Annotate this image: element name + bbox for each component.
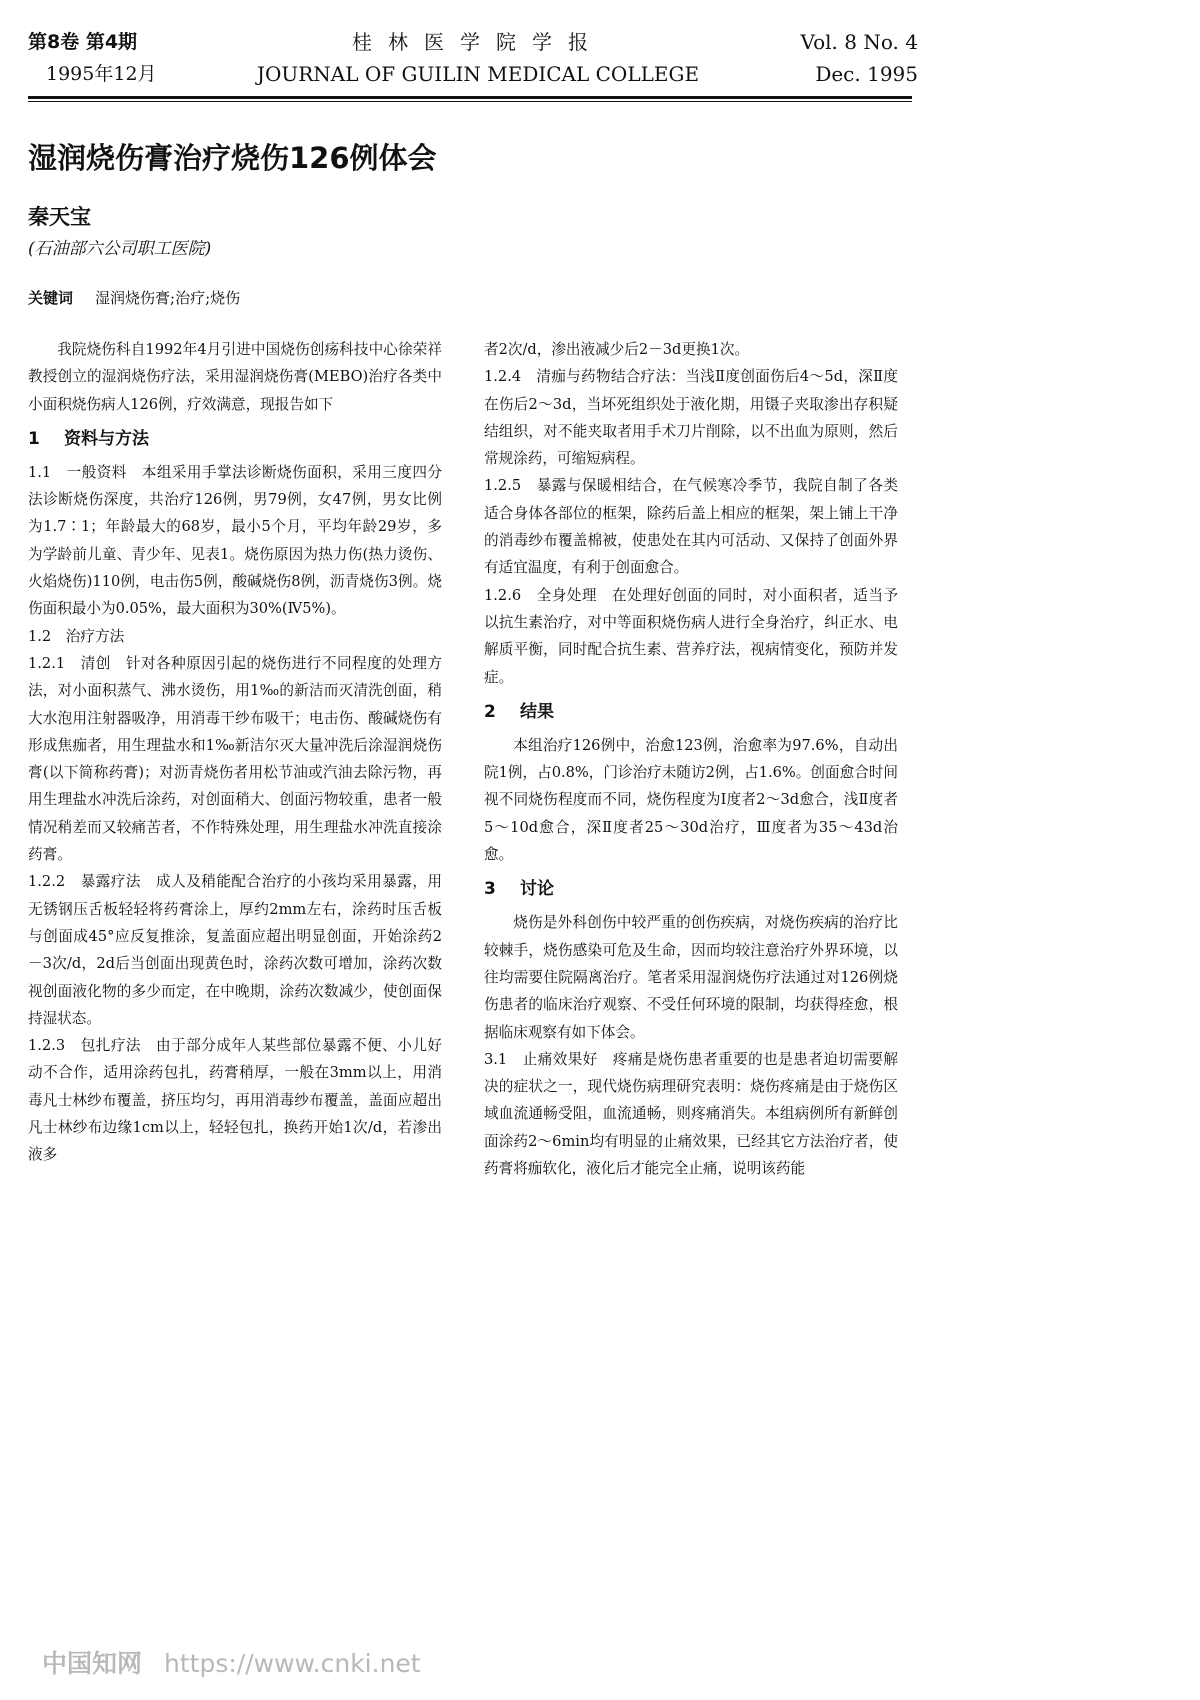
watermark-url: https://www.cnki.net bbox=[164, 1649, 421, 1678]
paragraph-1-2-2: 1.2.2 暴露疗法 成人及稍能配合治疗的小孩均采用暴露，用无锈钢压舌板轻轻将药膏涂上，厚约2mm左右，涂药时压舌板与创面成45°应反复推涂，复盖面应超出明显创面，开始涂药2－3次/d，2d后当创面出现黄色时，涂药次数可增加，涂药次数视创面液化物的多少而定，在中晚期，涂药次数减少，使创面保持湿状态。 bbox=[28, 873, 442, 1027]
section-3-title: 讨论 bbox=[520, 879, 554, 900]
body-column-left bbox=[28, 336, 442, 1169]
date-en: Dec. 1995 bbox=[815, 62, 918, 86]
keywords-line bbox=[28, 286, 240, 310]
date-cn: 1995年12月 bbox=[46, 63, 157, 85]
paragraph-1-2-3: 1.2.3 包扎疗法 由于部分成年人某些部位暴露不便、小儿好动不合作，适用涂药包扎，药膏稍厚，一般在3mm以上，用消毒凡士林纱布覆盖，挤压均匀，再用消毒纱布覆盖，盖面应超出凡士林纱布边缘1cm以上，轻轻包扎，换药开始1次/d，若渗出液多 bbox=[28, 1037, 442, 1164]
section-3-number: 3 bbox=[484, 879, 496, 900]
results-paragraph: 本组治疗126例中，治愈123例，治愈率为97.6%，自动出院1例，占0.8%，门诊治疗未随访2例，占1.6%。创面愈合时间视不同烧伤程度而不同，烧伤程度为Ⅰ度者2～3d愈合，浅Ⅱ度者5～10d愈合，深Ⅱ度者25～30d治疗，Ⅲ度者为35～43d治愈。 bbox=[484, 736, 898, 864]
watermark-name: 中国知网 bbox=[42, 1649, 143, 1678]
paragraph-1-2-1: 1.2.1 清创 针对各种原因引起的烧伤进行不同程度的处理方法，对小面积蒸气、沸水烫伤，用1‰的新洁而灭清洗创面，稍大水泡用注射器吸净，用消毒干纱布吸干；电击伤、酸碱烧伤有形成焦痂者，用生理盐水和1‰新洁尔灭大量冲洗后涂湿润烧伤膏(以下简称药膏)；对沥青烧伤者用松节油或汽油去除污物，再用生理盐水冲洗后涂药，对创面稍大、创面污物较重，患者一般情况稍差而又较痛苦者，不作特殊处理，用生理盐水冲洗直接涂药膏。 bbox=[28, 654, 442, 864]
paragraph-1-2-5: 1.2.5 暴露与保暖相结合，在气候寒冷季节，我院自制了各类适合身体各部位的框架，除药后盖上相应的框架，架上铺上干净的消毒纱布覆盖棉被，使患处在其内可活动、又保持了创面外界有适宜温度，有利于创面愈合。 bbox=[484, 477, 898, 577]
keywords-label: 关键词 bbox=[28, 289, 74, 307]
body-column-right bbox=[484, 336, 898, 1182]
intro-paragraph: 我院烧伤科自1992年4月引进中国烧伤创疡科技中心徐荣祥教授创立的湿润烧伤疗法，采用湿润烧伤膏(MEBO)治疗各类中小面积烧伤病人126例，疗效满意，现报告如下 bbox=[28, 341, 442, 413]
paragraph-1-1: 1.1 一般资料 本组采用手掌法诊断烧伤面积，采用三度四分法诊断烧伤深度，共治疗126例，男79例，女47例，男女比例为1.7∶1；年龄最大的68岁，最小5个月，平均年龄29岁，多为学龄前儿童、青少年、见表1。烧伤原因为热力伤(热力烫伤、火焰烧伤)110例，电击伤5例，酸碱烧伤8例，沥青烧伤3例。烧伤面积最小为0.05%，最大面积为30%(Ⅳ5%)。 bbox=[28, 463, 442, 618]
section-3-heading bbox=[484, 876, 898, 903]
volume-issue-cn: 第8卷 第4期 bbox=[28, 31, 138, 53]
paragraph-3-1: 3.1 止痛效果好 疼痛是烧伤患者重要的也是患者迫切需要解决的症状之一，现代烧伤病理研究表明：烧伤疼痛是由于烧伤区域血流通畅受阻，血流通畅，则疼痛消失。本组病例所有新鲜创面涂药2～6min均有明显的止痛效果，已经其它方法治疗者，使药膏将痂软化，液化后才能完全止痛，说明该药能 bbox=[484, 1050, 898, 1178]
section-2-number: 2 bbox=[484, 701, 496, 722]
paragraph-1-2-6: 1.2.6 全身处理 在处理好创面的同时，对小面积者，适当予以抗生素治疗，对中等面积烧伤病人进行全身治疗，纠正水、电解质平衡，同时配合抗生素、营养疗法，视病情变化，预防并发症。 bbox=[484, 586, 898, 686]
article-author: 秦天宝 bbox=[28, 205, 91, 229]
section-2-title: 结果 bbox=[520, 701, 554, 722]
header-rule-thin bbox=[28, 101, 912, 102]
author-affiliation: (石油部六公司职工医院) bbox=[28, 239, 212, 259]
section-1-number: 1 bbox=[28, 428, 40, 449]
section-2-heading bbox=[484, 699, 898, 726]
article-title: 湿润烧伤膏治疗烧伤126例体会 bbox=[28, 141, 437, 175]
journal-name-en: JOURNAL OF GUILIN MEDICAL COLLEGE bbox=[256, 62, 700, 86]
keywords-text: 湿润烧伤膏;治疗;烧伤 bbox=[95, 289, 241, 307]
paragraph-1-2-4: 1.2.4 清痂与药物结合疗法：当浅Ⅱ度创面伤后4～5d，深Ⅱ度在伤后2～3d，当坏死组织处于液化期，用镊子夹取渗出存积疑结组织，对不能夹取者用手术刀片削除，以不出血为原则，然后常规涂药，可缩短病程。 bbox=[484, 368, 898, 468]
journal-name-cn: 桂林医学院学报 bbox=[352, 30, 604, 54]
subheading-1-2: 1.2 治疗方法 bbox=[28, 627, 125, 645]
discussion-paragraph: 烧伤是外科创伤中较严重的创伤疾病，对烧伤疾病的治疗比较棘手，烧伤感染可危及生命，因而均较注意治疗外界环境，以往均需要住院隔离治疗。笔者采用湿润烧伤疗法通过对126例烧伤患者的临床治疗观察、不受任何环境的限制，均获得痊愈，根据临床观察有如下体会。 bbox=[484, 914, 898, 1041]
journal-header bbox=[28, 28, 918, 88]
volume-issue-en: Vol. 8 No. 4 bbox=[800, 30, 918, 54]
paragraph-1-2-3-continued: 者2次/d，渗出液减少后2－3d更换1次。 bbox=[484, 341, 750, 358]
section-1-heading bbox=[28, 426, 442, 453]
header-rule-thick bbox=[28, 96, 912, 99]
cnki-watermark bbox=[42, 1648, 421, 1680]
section-1-title: 资料与方法 bbox=[64, 428, 149, 449]
